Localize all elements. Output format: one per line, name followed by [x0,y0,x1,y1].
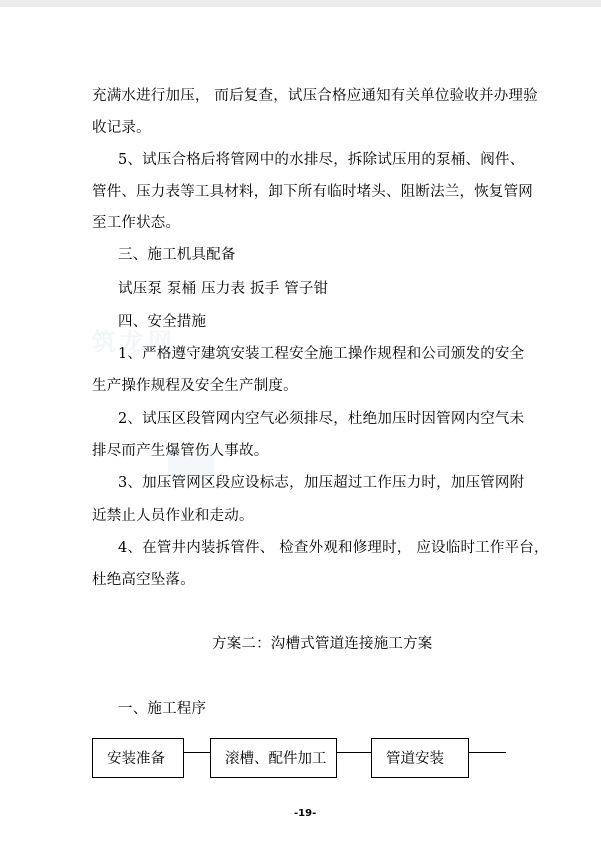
paragraph-line: 收记录。 [92,120,151,136]
section-heading-tools: 三、施工机具配备 [118,247,236,263]
paragraph-line: 生产操作规程及安全生产制度。 [92,378,298,394]
paragraph-line: 至工作状态。 [92,215,181,231]
paragraph-line: 2、试压区段管网内空气必须排尽，杜绝加压时因管网内空气未 [118,411,525,427]
tools-list: 试压泵 泵桶 压力表 扳手 管子钳 [118,281,329,297]
subheading-procedure: 一、施工程序 [118,701,207,717]
section-heading-safety: 四、安全措施 [118,314,207,330]
paragraph-line: 杜绝高空坠落。 [92,572,195,588]
flow-step-grooving: 滚槽、配件加工 [210,738,337,778]
flow-connector [469,752,506,753]
flow-step-install: 管道安装 [371,738,469,778]
flow-connector [184,752,210,753]
paragraph-line: 充满水进行加压， 而后复查，试压合格应通知有关单位验收并办理验 [92,88,538,104]
watermark: 筑龙网 [92,328,176,356]
paragraph-line: 4、在管井内装拆管件、 检查外观和修理时， 应设临时工作平台， [118,540,549,556]
paragraph-line: 5、试压合格后将管网中的水排尽，拆除试压用的泵桶、阀件、 [118,152,525,168]
page-number: -19- [294,808,317,819]
paragraph-line: 管件、压力表等工具材料，卸下所有临时堵头、阻断法兰，恢复管网 [92,184,533,200]
flow-step-prepare: 安装准备 [92,738,184,778]
flow-connector [337,752,371,753]
paragraph-line: 排尽而产生爆管伤人事故。 [92,443,269,459]
page-top-bar [0,0,601,7]
paragraph-line: 3、加压管网区段应设标志，加压超过工作压力时，加压管网附 [118,475,525,491]
paragraph-line: 近禁止人员作业和走动。 [92,508,254,524]
paragraph-line: 1、严格遵守建筑安装工程安全施工操作规程和公司颁发的安全 [118,346,525,362]
section-title: 方案二：沟槽式管道连接施工方案 [212,636,433,652]
